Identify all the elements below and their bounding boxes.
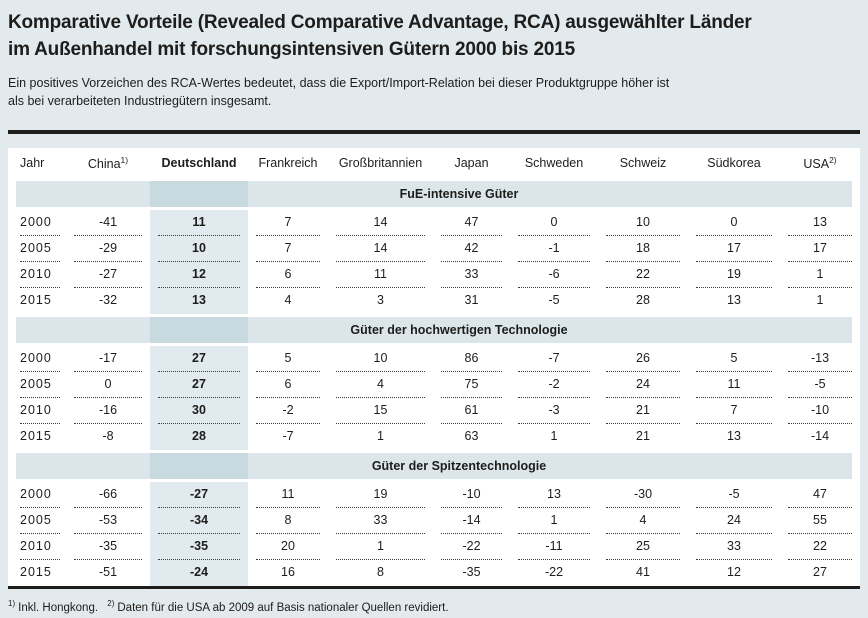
value-cell-japan <box>433 424 510 450</box>
value-cell-japan <box>433 508 510 534</box>
year-cell <box>8 508 66 534</box>
value-cell-japan <box>433 262 510 288</box>
value-cell-schweiz <box>598 288 688 314</box>
value-cell-china <box>66 482 150 508</box>
year-cell <box>8 560 66 586</box>
value-cell-japan <box>433 560 510 586</box>
value-cell-china <box>66 288 150 314</box>
value: -5 <box>788 372 852 398</box>
value: 1 <box>377 429 384 443</box>
value-cell-japan <box>433 482 510 508</box>
column-header-suedkorea: Südkorea <box>707 156 761 170</box>
footnote-marker-2: 2) <box>107 599 115 608</box>
value: 63 <box>464 429 479 443</box>
column-header-frankreich: Frankreich <box>258 156 318 170</box>
value: 5 <box>256 346 320 372</box>
value: 33 <box>696 534 772 560</box>
value-cell-suedkorea <box>688 210 780 236</box>
value: 0 <box>518 210 590 236</box>
value-cell-china <box>66 236 150 262</box>
value-cell-china <box>66 508 150 534</box>
value: -35 <box>462 565 481 579</box>
value-cell-schweden <box>510 288 598 314</box>
footnote-text-2: Daten für die USA ab 2009 auf Basis nationaler Quellen revidiert. <box>117 601 449 614</box>
value: -10 <box>441 482 502 508</box>
section-band-row-3 <box>8 450 860 482</box>
value: 20 <box>256 534 320 560</box>
value: 1 <box>550 429 558 443</box>
value: 13 <box>788 210 852 236</box>
value-cell-grossbritannien <box>328 482 433 508</box>
rca-table-container <box>8 148 860 586</box>
value: 13 <box>727 429 741 443</box>
value: 47 <box>441 210 502 236</box>
value-cell-suedkorea <box>688 508 780 534</box>
value: -7 <box>282 429 294 443</box>
value-cell-schweiz <box>598 210 688 236</box>
value-cell-schweiz <box>598 372 688 398</box>
column-header-usa: USA$^{2)}$ <box>803 154 837 172</box>
value-cell-frankreich <box>248 508 328 534</box>
value: -27 <box>158 482 240 508</box>
value-cell-frankreich <box>248 262 328 288</box>
value: -22 <box>544 565 564 579</box>
value-cell-schweden <box>510 236 598 262</box>
value: 8 <box>256 508 320 534</box>
value: 21 <box>636 429 650 443</box>
section-band <box>16 453 852 479</box>
year-cell <box>8 398 66 424</box>
section-header-cell <box>8 314 860 346</box>
value-cell-deutschland <box>150 288 248 314</box>
value-cell-suedkorea <box>688 372 780 398</box>
value: 24 <box>606 372 680 398</box>
value: -10 <box>788 398 852 424</box>
value-cell-usa <box>780 508 860 534</box>
data-row-g-ter-der-spitzentechnologie-2000 <box>8 482 860 508</box>
value-cell-deutschland <box>150 398 248 424</box>
value-cell-schweden <box>510 372 598 398</box>
value: -34 <box>158 508 240 534</box>
value: -3 <box>518 398 590 424</box>
value-cell-schweden <box>510 534 598 560</box>
value: -7 <box>518 346 590 372</box>
value-cell-deutschland <box>150 534 248 560</box>
value: 19 <box>696 262 772 288</box>
value-cell-suedkorea <box>688 560 780 586</box>
value: 10 <box>158 236 240 262</box>
value: -2 <box>256 398 320 424</box>
value-cell-suedkorea <box>688 424 780 450</box>
value: 86 <box>441 346 502 372</box>
value-cell-grossbritannien <box>328 372 433 398</box>
value: 26 <box>606 346 680 372</box>
value-cell-grossbritannien <box>328 236 433 262</box>
value: 7 <box>256 210 320 236</box>
value-cell-suedkorea <box>688 288 780 314</box>
value: 4 <box>606 508 680 534</box>
value-cell-usa <box>780 210 860 236</box>
value: 27 <box>158 372 240 398</box>
value-cell-japan <box>433 288 510 314</box>
value-cell-china <box>66 210 150 236</box>
figure-title-line1: Komparative Vorteile (Revealed Comparative Advantage, RCA) ausgewählter Länder <box>8 12 752 33</box>
figure-title-line2: im Außenhandel mit forschungsintensiven Gütern 2000 bis 2015 <box>8 39 575 60</box>
value-cell-deutschland <box>150 236 248 262</box>
value: -13 <box>788 346 852 372</box>
footnote <box>8 596 860 616</box>
section-band-row-2 <box>8 314 860 346</box>
data-row-g-ter-der-spitzentechnologie-2010 <box>8 534 860 560</box>
value-cell-china <box>66 534 150 560</box>
value: -66 <box>74 482 142 508</box>
value: 3 <box>377 293 384 307</box>
value-cell-japan <box>433 398 510 424</box>
value: -14 <box>441 508 502 534</box>
value: 14 <box>336 236 425 262</box>
value-cell-frankreich <box>248 482 328 508</box>
value: 19 <box>336 482 425 508</box>
value: -24 <box>189 565 209 579</box>
value-cell-grossbritannien <box>328 210 433 236</box>
year-label: 2000 <box>20 482 60 508</box>
value: 27 <box>158 346 240 372</box>
section-title: FuE-intensive Güter <box>399 187 519 201</box>
year-cell <box>8 346 66 372</box>
value-cell-usa <box>780 372 860 398</box>
value: -29 <box>74 236 142 262</box>
value: -8 <box>102 429 114 443</box>
value: -5 <box>548 293 560 307</box>
year-label: 2000 <box>20 346 60 372</box>
footnote-text-1: Inkl. Hongkong. <box>18 601 99 614</box>
value: -11 <box>518 534 590 560</box>
value-cell-usa <box>780 346 860 372</box>
data-row-fue-intensive-g-ter-2010 <box>8 262 860 288</box>
value: -14 <box>810 429 830 443</box>
value-cell-schweden <box>510 424 598 450</box>
value-cell-frankreich <box>248 346 328 372</box>
value-cell-deutschland <box>150 508 248 534</box>
value: 7 <box>696 398 772 424</box>
value: 10 <box>336 346 425 372</box>
value-cell-china <box>66 398 150 424</box>
column-header-sup-china: 1) <box>120 154 129 165</box>
value: -35 <box>158 534 240 560</box>
value-cell-grossbritannien <box>328 424 433 450</box>
year-label: 2010 <box>20 534 60 560</box>
year-label: 2015 <box>20 565 52 579</box>
value: 12 <box>158 262 240 288</box>
value: 22 <box>788 534 852 560</box>
value: 33 <box>441 262 502 288</box>
value: 4 <box>284 293 292 307</box>
data-row-fue-intensive-g-ter-2005 <box>8 236 860 262</box>
value: -16 <box>74 398 142 424</box>
value: 6 <box>256 372 320 398</box>
value-cell-grossbritannien <box>328 560 433 586</box>
value: 11 <box>158 210 240 236</box>
value-cell-china <box>66 424 150 450</box>
value-cell-schweden <box>510 508 598 534</box>
column-header-deutschland: Deutschland <box>161 156 237 170</box>
value-cell-grossbritannien <box>328 262 433 288</box>
value-cell-deutschland <box>150 560 248 586</box>
value-cell-grossbritannien <box>328 508 433 534</box>
value: 1 <box>336 534 425 560</box>
value-cell-schweiz <box>598 508 688 534</box>
value-cell-usa <box>780 424 860 450</box>
value-cell-deutschland <box>150 372 248 398</box>
section-header-cell <box>8 178 860 210</box>
value: -22 <box>441 534 502 560</box>
value: -1 <box>518 236 590 262</box>
top-rule <box>8 130 860 134</box>
value-cell-usa <box>780 236 860 262</box>
value: 25 <box>606 534 680 560</box>
value-cell-japan <box>433 346 510 372</box>
value: -53 <box>74 508 142 534</box>
value: 1 <box>518 508 590 534</box>
value: -30 <box>606 482 680 508</box>
value: 41 <box>636 565 650 579</box>
section-title: Güter der Spitzentechnologie <box>371 459 547 473</box>
value: 8 <box>377 565 384 579</box>
year-cell <box>8 424 66 450</box>
value: 75 <box>441 372 502 398</box>
value: 1 <box>816 293 824 307</box>
value-cell-schweden <box>510 262 598 288</box>
value: 7 <box>256 236 320 262</box>
bottom-rule <box>8 586 860 589</box>
footnote-marker-1: 1) <box>8 599 16 608</box>
data-row-g-ter-der-spitzentechnologie-2015 <box>8 560 860 586</box>
value: 11 <box>336 262 425 288</box>
data-row-g-ter-der-spitzentechnologie-2005 <box>8 508 860 534</box>
value: -32 <box>98 293 118 307</box>
year-label: 2005 <box>20 508 60 534</box>
value-cell-deutschland <box>150 262 248 288</box>
value-cell-schweden <box>510 210 598 236</box>
value: 31 <box>464 293 479 307</box>
year-cell <box>8 534 66 560</box>
value-cell-grossbritannien <box>328 534 433 560</box>
value-cell-usa <box>780 534 860 560</box>
value: -6 <box>518 262 590 288</box>
value: 13 <box>518 482 590 508</box>
section-band-row-1 <box>8 178 860 210</box>
value: 0 <box>74 372 142 398</box>
value-cell-deutschland <box>150 346 248 372</box>
column-header-schweiz: Schweiz <box>619 156 667 170</box>
value-cell-suedkorea <box>688 482 780 508</box>
value-cell-usa <box>780 560 860 586</box>
value: 13 <box>727 293 741 307</box>
value-cell-frankreich <box>248 210 328 236</box>
value: 42 <box>441 236 502 262</box>
rca-table <box>8 148 860 586</box>
value-cell-grossbritannien <box>328 398 433 424</box>
year-cell <box>8 482 66 508</box>
table-header-row <box>8 148 860 178</box>
value: 28 <box>636 293 650 307</box>
value-cell-schweiz <box>598 424 688 450</box>
value-cell-japan <box>433 372 510 398</box>
value: 17 <box>788 236 852 262</box>
value: 0 <box>696 210 772 236</box>
value-cell-usa <box>780 398 860 424</box>
value: 16 <box>281 565 295 579</box>
value: 11 <box>696 372 772 398</box>
value-cell-schweiz <box>598 560 688 586</box>
value: 21 <box>606 398 680 424</box>
value-cell-deutschland <box>150 210 248 236</box>
value-cell-usa <box>780 262 860 288</box>
value: 17 <box>696 236 772 262</box>
column-header-japan: Japan <box>454 156 489 170</box>
value-cell-frankreich <box>248 288 328 314</box>
value-cell-schweiz <box>598 236 688 262</box>
value-cell-china <box>66 372 150 398</box>
value: -27 <box>74 262 142 288</box>
value-cell-schweiz <box>598 262 688 288</box>
column-header-jahr: Jahr <box>20 156 45 170</box>
data-row-g-ter-der-hochwertigen-technologie-2000 <box>8 346 860 372</box>
value-cell-schweiz <box>598 534 688 560</box>
value: 30 <box>158 398 240 424</box>
value: 10 <box>606 210 680 236</box>
value-cell-suedkorea <box>688 262 780 288</box>
value-cell-schweiz <box>598 482 688 508</box>
value-cell-china <box>66 560 150 586</box>
value: 1 <box>788 262 852 288</box>
value-cell-frankreich <box>248 534 328 560</box>
value-cell-grossbritannien <box>328 288 433 314</box>
data-row-fue-intensive-g-ter-2015 <box>8 288 860 314</box>
value: 6 <box>256 262 320 288</box>
data-row-g-ter-der-hochwertigen-technologie-2015 <box>8 424 860 450</box>
figure-subtitle-line2: als bei verarbeiteten Industriegütern insgesamt. <box>8 94 272 108</box>
year-label: 2005 <box>20 372 60 398</box>
year-label: 2015 <box>20 429 52 443</box>
year-label: 2015 <box>20 293 52 307</box>
value-cell-china <box>66 346 150 372</box>
year-label: 2010 <box>20 398 60 424</box>
value-cell-schweiz <box>598 346 688 372</box>
value: -35 <box>74 534 142 560</box>
value-cell-suedkorea <box>688 236 780 262</box>
data-row-g-ter-der-hochwertigen-technologie-2010 <box>8 398 860 424</box>
value-cell-china <box>66 262 150 288</box>
value: -17 <box>74 346 142 372</box>
value-cell-frankreich <box>248 560 328 586</box>
value: 4 <box>336 372 425 398</box>
value-cell-usa <box>780 482 860 508</box>
column-header-schweden: Schweden <box>524 156 584 170</box>
year-label: 2000 <box>20 210 60 236</box>
figure-subtitle-line1: Ein positives Vorzeichen des RCA-Wertes bedeutet, dass die Export/Import-Relation bei dieser Produktgruppe höher ist <box>8 76 670 90</box>
value-cell-suedkorea <box>688 534 780 560</box>
data-row-fue-intensive-g-ter-2000 <box>8 210 860 236</box>
value-cell-schweden <box>510 398 598 424</box>
value: 14 <box>336 210 425 236</box>
figure-subtitle <box>8 74 860 110</box>
data-row-g-ter-der-hochwertigen-technologie-2005 <box>8 372 860 398</box>
section-band <box>16 317 852 343</box>
value-cell-schweden <box>510 482 598 508</box>
value: 18 <box>606 236 680 262</box>
value-cell-schweiz <box>598 398 688 424</box>
year-label: 2005 <box>20 236 60 262</box>
value: -5 <box>696 482 772 508</box>
value: 22 <box>606 262 680 288</box>
year-cell <box>8 236 66 262</box>
value-cell-schweden <box>510 346 598 372</box>
year-cell <box>8 262 66 288</box>
value: 33 <box>336 508 425 534</box>
value-cell-usa <box>780 288 860 314</box>
value: 55 <box>788 508 852 534</box>
column-header-china: China$^{1)}$ <box>87 154 129 172</box>
value: 28 <box>192 429 206 443</box>
value-cell-grossbritannien <box>328 346 433 372</box>
year-label: 2010 <box>20 262 60 288</box>
value: 47 <box>788 482 852 508</box>
value: -2 <box>518 372 590 398</box>
value: 24 <box>696 508 772 534</box>
value: -41 <box>74 210 142 236</box>
value: 15 <box>336 398 425 424</box>
value: 13 <box>192 293 206 307</box>
value-cell-frankreich <box>248 372 328 398</box>
value: 5 <box>696 346 772 372</box>
value-cell-suedkorea <box>688 346 780 372</box>
value: 11 <box>256 482 320 508</box>
value-cell-frankreich <box>248 424 328 450</box>
value-cell-japan <box>433 236 510 262</box>
column-header-sup-usa: 2) <box>829 154 837 165</box>
value-cell-frankreich <box>248 236 328 262</box>
figure-title <box>8 0 860 63</box>
section-band <box>16 181 852 207</box>
value-cell-japan <box>433 534 510 560</box>
year-cell <box>8 372 66 398</box>
value-cell-deutschland <box>150 482 248 508</box>
value-cell-frankreich <box>248 398 328 424</box>
column-header-grossbritannien: Großbritannien <box>338 156 423 170</box>
value-cell-deutschland <box>150 424 248 450</box>
value: 27 <box>813 565 827 579</box>
value-cell-schweden <box>510 560 598 586</box>
value-cell-japan <box>433 210 510 236</box>
value: 61 <box>441 398 502 424</box>
value: -51 <box>98 565 118 579</box>
value: 12 <box>727 565 741 579</box>
year-cell <box>8 288 66 314</box>
section-header-cell <box>8 450 860 482</box>
value-cell-suedkorea <box>688 398 780 424</box>
section-title: Güter der hochwertigen Technologie <box>350 323 568 337</box>
year-cell <box>8 210 66 236</box>
